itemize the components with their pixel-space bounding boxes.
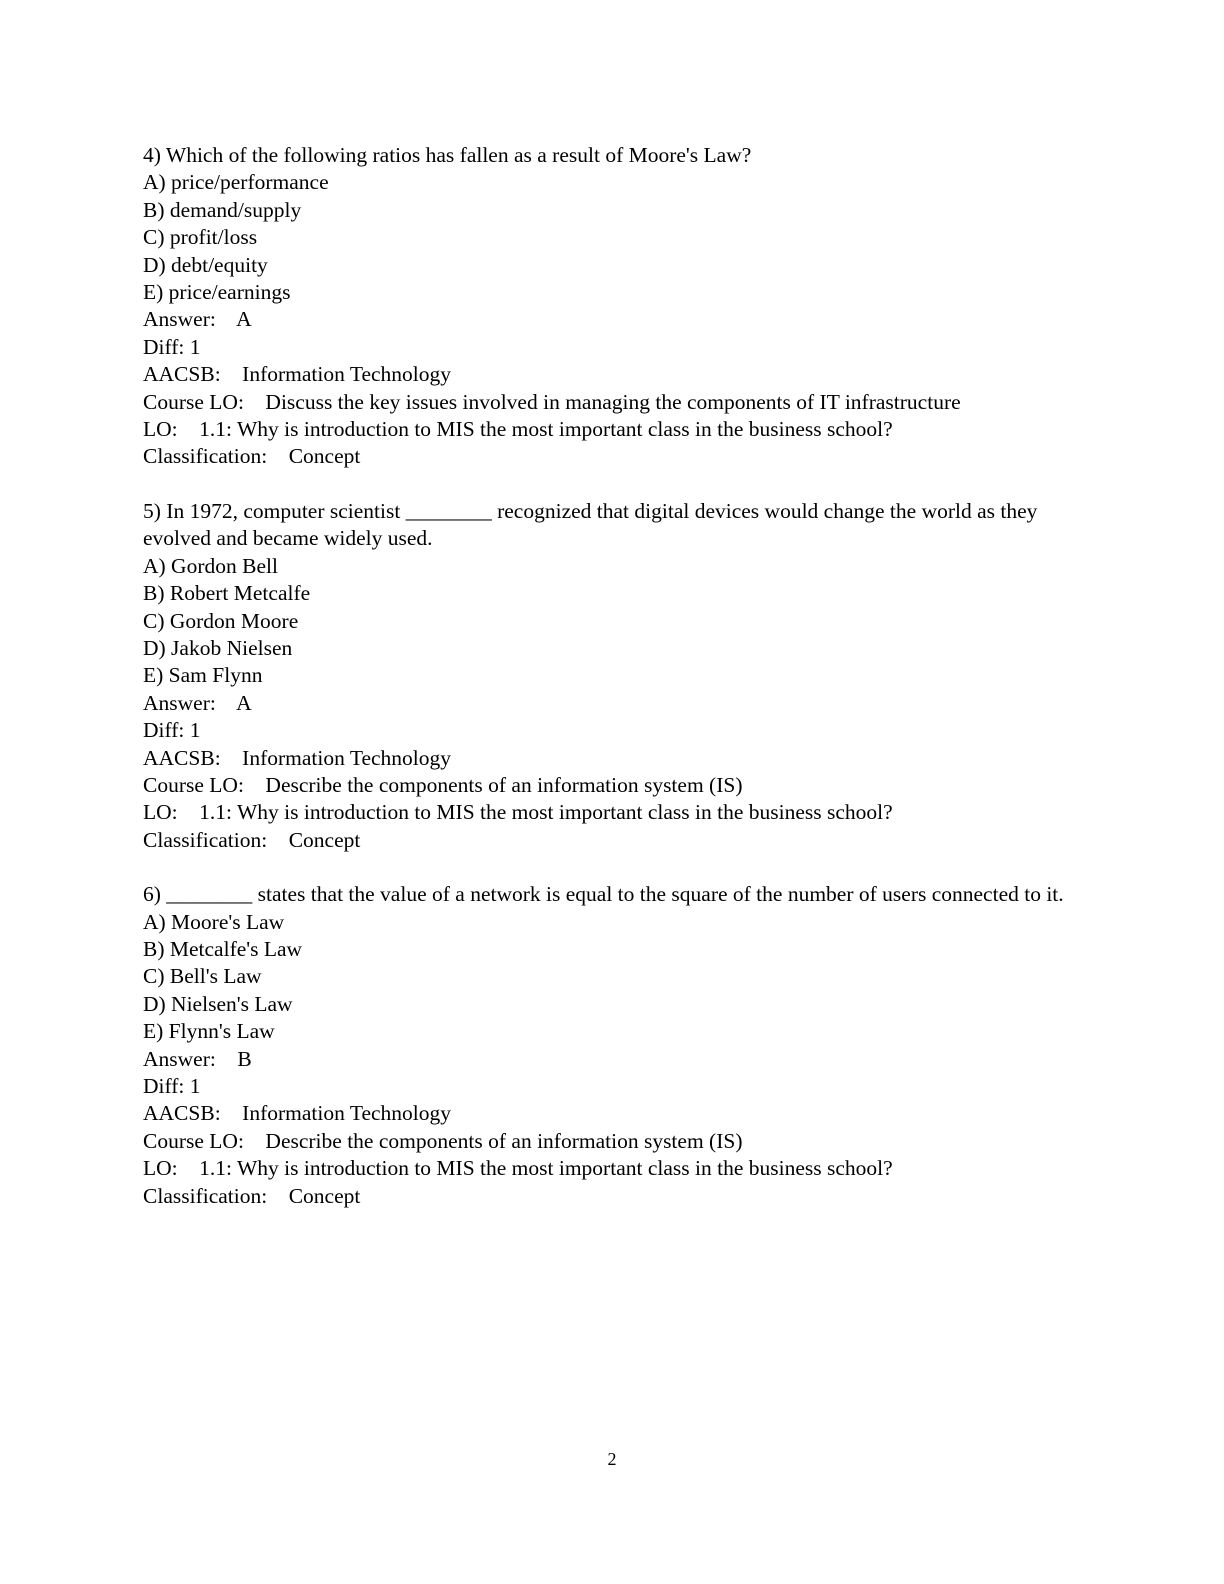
option-d: D) debt/equity (143, 252, 268, 277)
option-a: A) price/performance (143, 170, 329, 195)
option-e: E) Sam Flynn (143, 663, 263, 688)
question-stem: 4) Which of the following ratios has fallen as a result of Moore's Law? (143, 143, 752, 167)
option-c: C) profit/loss (143, 225, 258, 250)
option-c: C) Bell's Law (143, 964, 262, 989)
document-page (143, 142, 1083, 1210)
difficulty-line: Diff: 1 (143, 1074, 201, 1098)
option-c: C) Gordon Moore (143, 608, 299, 633)
aacsb-line: AACSB: Information Technology (143, 362, 452, 387)
answer-line: Answer: A (143, 307, 252, 332)
difficulty-line: Diff: 1 (143, 718, 201, 743)
option-e: E) price/earnings (143, 280, 291, 305)
course-lo-line: Course LO: Describe the components of an information system (IS) (143, 1128, 743, 1153)
option-b: B) Metcalfe's Law (143, 936, 303, 961)
option-d: D) Nielsen's Law (143, 991, 293, 1016)
aacsb-line: AACSB: Information Technology (143, 745, 452, 770)
question-stem: 6) ________ states that the value of a network is equal to the square of the number of users connected to it. (143, 882, 1064, 907)
classification-line: Classification: Concept (143, 444, 361, 469)
lo-line: LO: 1.1: Why is introduction to MIS the most important class in the business school? (143, 1156, 893, 1181)
option-b: B) demand/supply (143, 197, 302, 222)
classification-line: Classification: Concept (143, 1183, 361, 1208)
option-e: E) Flynn's Law (143, 1019, 275, 1044)
question-stem: 5) In 1972, computer scientist ________ recognized that digital devices would change the world as they evolved and became widely used. (143, 498, 1038, 551)
question-6 (143, 881, 1083, 1210)
answer-line: Answer: B (143, 1046, 252, 1071)
course-lo-line: Course LO: Describe the components of an information system (IS) (143, 772, 743, 797)
classification-line: Classification: Concept (143, 827, 361, 852)
lo-line: LO: 1.1: Why is introduction to MIS the most important class in the business school? (143, 800, 893, 825)
page-number: 2 (607, 1449, 617, 1469)
option-d: D) Jakob Nielsen (143, 635, 293, 660)
option-a: A) Moore's Law (143, 909, 285, 934)
option-a: A) Gordon Bell (143, 553, 278, 578)
aacsb-line: AACSB: Information Technology (143, 1101, 452, 1126)
question-4 (143, 142, 1083, 471)
question-5 (143, 498, 1083, 854)
course-lo-line: Course LO: Discuss the key issues involved in managing the components of IT infrastructure (143, 389, 961, 414)
option-b: B) Robert Metcalfe (143, 581, 311, 606)
difficulty-line: Diff: 1 (143, 334, 201, 359)
lo-line: LO: 1.1: Why is introduction to MIS the most important class in the business school? (143, 417, 893, 442)
answer-line: Answer: A (143, 690, 252, 715)
